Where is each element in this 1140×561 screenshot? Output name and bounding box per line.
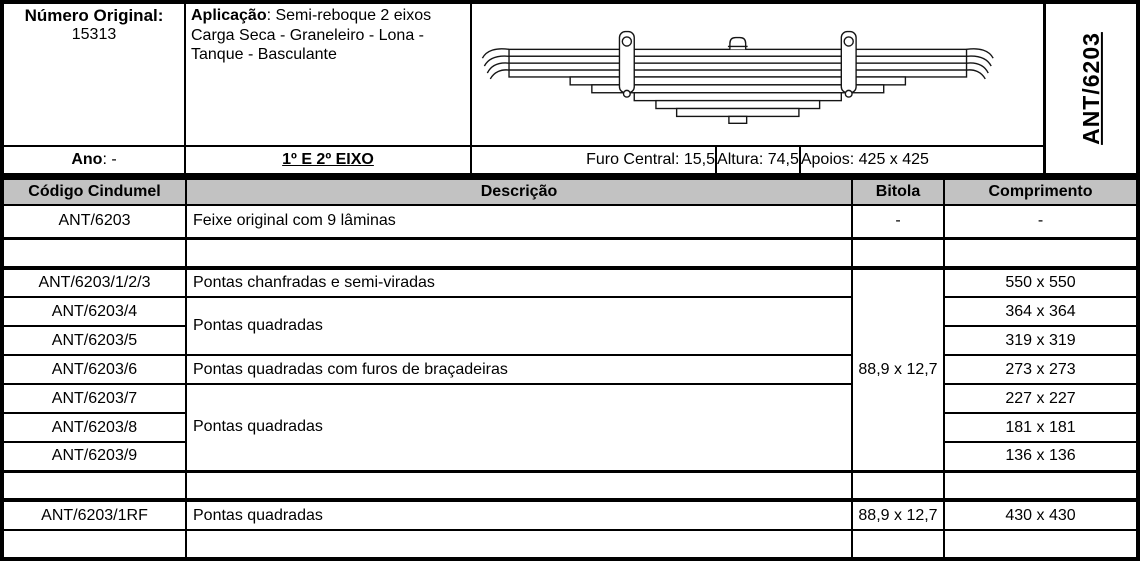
cell-comprimento <box>944 471 1136 500</box>
furo-central: Furo Central: 15,5 <box>586 147 717 173</box>
eixo-value: 1º E 2º EIXO <box>282 151 374 168</box>
ano-cell <box>4 147 186 173</box>
cell-codigo: ANT/6203/1RF <box>4 500 186 530</box>
table-row <box>4 355 1136 384</box>
cell-comprimento: 364 x 364 <box>944 297 1136 326</box>
part-code-vertical: ANT/6203 <box>1077 32 1104 145</box>
col-header-descricao: Descrição <box>186 179 852 205</box>
numero-original-label: Número Original: <box>24 6 164 25</box>
aplicacao-label: Aplicação <box>191 7 267 24</box>
table-row <box>4 205 1136 238</box>
cell-descricao: Pontas chanfradas e semi-viradas <box>186 268 852 297</box>
specs-row <box>472 147 1046 173</box>
cell-descricao: Feixe original com 9 lâminas <box>186 205 852 238</box>
cell-codigo: ANT/6203/4 <box>4 297 186 326</box>
table-row <box>4 500 1136 530</box>
cell-comprimento: 550 x 550 <box>944 268 1136 297</box>
cell-comprimento: 136 x 136 <box>944 442 1136 471</box>
numero-original-value: 15313 <box>71 26 117 43</box>
part-code-cell <box>1046 4 1136 173</box>
table-row <box>4 297 1136 326</box>
apoios: Apoios: 425 x 425 <box>800 151 929 168</box>
cell-codigo: ANT/6203/1/2/3 <box>4 268 186 297</box>
cell-descricao <box>186 238 852 268</box>
cell-bitola-merged: 88,9 x 12,7 <box>852 268 944 471</box>
table-row <box>4 268 1136 297</box>
cell-codigo: ANT/6203 <box>4 205 186 238</box>
cell-comprimento: 181 x 181 <box>944 413 1136 442</box>
aplicacao-cell <box>186 4 472 147</box>
cell-descricao: Pontas quadradas com furos de braçadeiras <box>186 355 852 384</box>
table-row <box>4 384 1136 413</box>
cell-comprimento <box>944 530 1136 558</box>
cell-codigo <box>4 238 186 268</box>
ano-value: : - <box>102 151 117 168</box>
cell-bitola: 88,9 x 12,7 <box>852 500 944 530</box>
cell-codigo: ANT/6203/5 <box>4 326 186 355</box>
cell-comprimento: 273 x 273 <box>944 355 1136 384</box>
cell-bitola: - <box>852 205 944 238</box>
cell-descricao <box>186 530 852 558</box>
ano-label: Ano <box>71 151 103 168</box>
cell-comprimento: - <box>944 205 1136 238</box>
cell-comprimento: 227 x 227 <box>944 384 1136 413</box>
cell-comprimento <box>944 238 1136 268</box>
cell-descricao: Pontas quadradas <box>186 500 852 530</box>
cell-bitola <box>852 238 944 268</box>
table-row-empty <box>4 238 1136 268</box>
table-header-row <box>4 179 1136 205</box>
cell-descricao-merged: Pontas quadradas <box>186 384 852 471</box>
cell-descricao <box>186 471 852 500</box>
cell-codigo: ANT/6203/6 <box>4 355 186 384</box>
leaf-spring-diagram <box>472 4 1043 145</box>
cell-codigo <box>4 471 186 500</box>
cell-codigo: ANT/6203/8 <box>4 413 186 442</box>
table-row-empty <box>4 471 1136 500</box>
header-block <box>4 4 1136 178</box>
aplicacao-value: : Semi-reboque 2 eixos Carga Seca - Graneleiro - Lona - Tanque - Basculante <box>191 7 432 64</box>
col-header-bitola: Bitola <box>852 179 944 205</box>
cell-codigo <box>4 530 186 558</box>
numero-original-cell <box>4 4 186 147</box>
cell-codigo: ANT/6203/9 <box>4 442 186 471</box>
cell-bitola <box>852 471 944 500</box>
cell-codigo: ANT/6203/7 <box>4 384 186 413</box>
cell-comprimento: 430 x 430 <box>944 500 1136 530</box>
parts-table <box>4 178 1136 558</box>
altura: Altura: 74,5 <box>717 147 801 173</box>
col-header-comprimento: Comprimento <box>944 179 1136 205</box>
diagram-cell <box>472 4 1046 147</box>
col-header-codigo: Código Cindumel <box>4 179 186 205</box>
cell-descricao-merged: Pontas quadradas <box>186 297 852 355</box>
cell-comprimento: 319 x 319 <box>944 326 1136 355</box>
eixo-cell <box>186 147 472 173</box>
table-row-empty <box>4 530 1136 558</box>
cell-bitola <box>852 530 944 558</box>
